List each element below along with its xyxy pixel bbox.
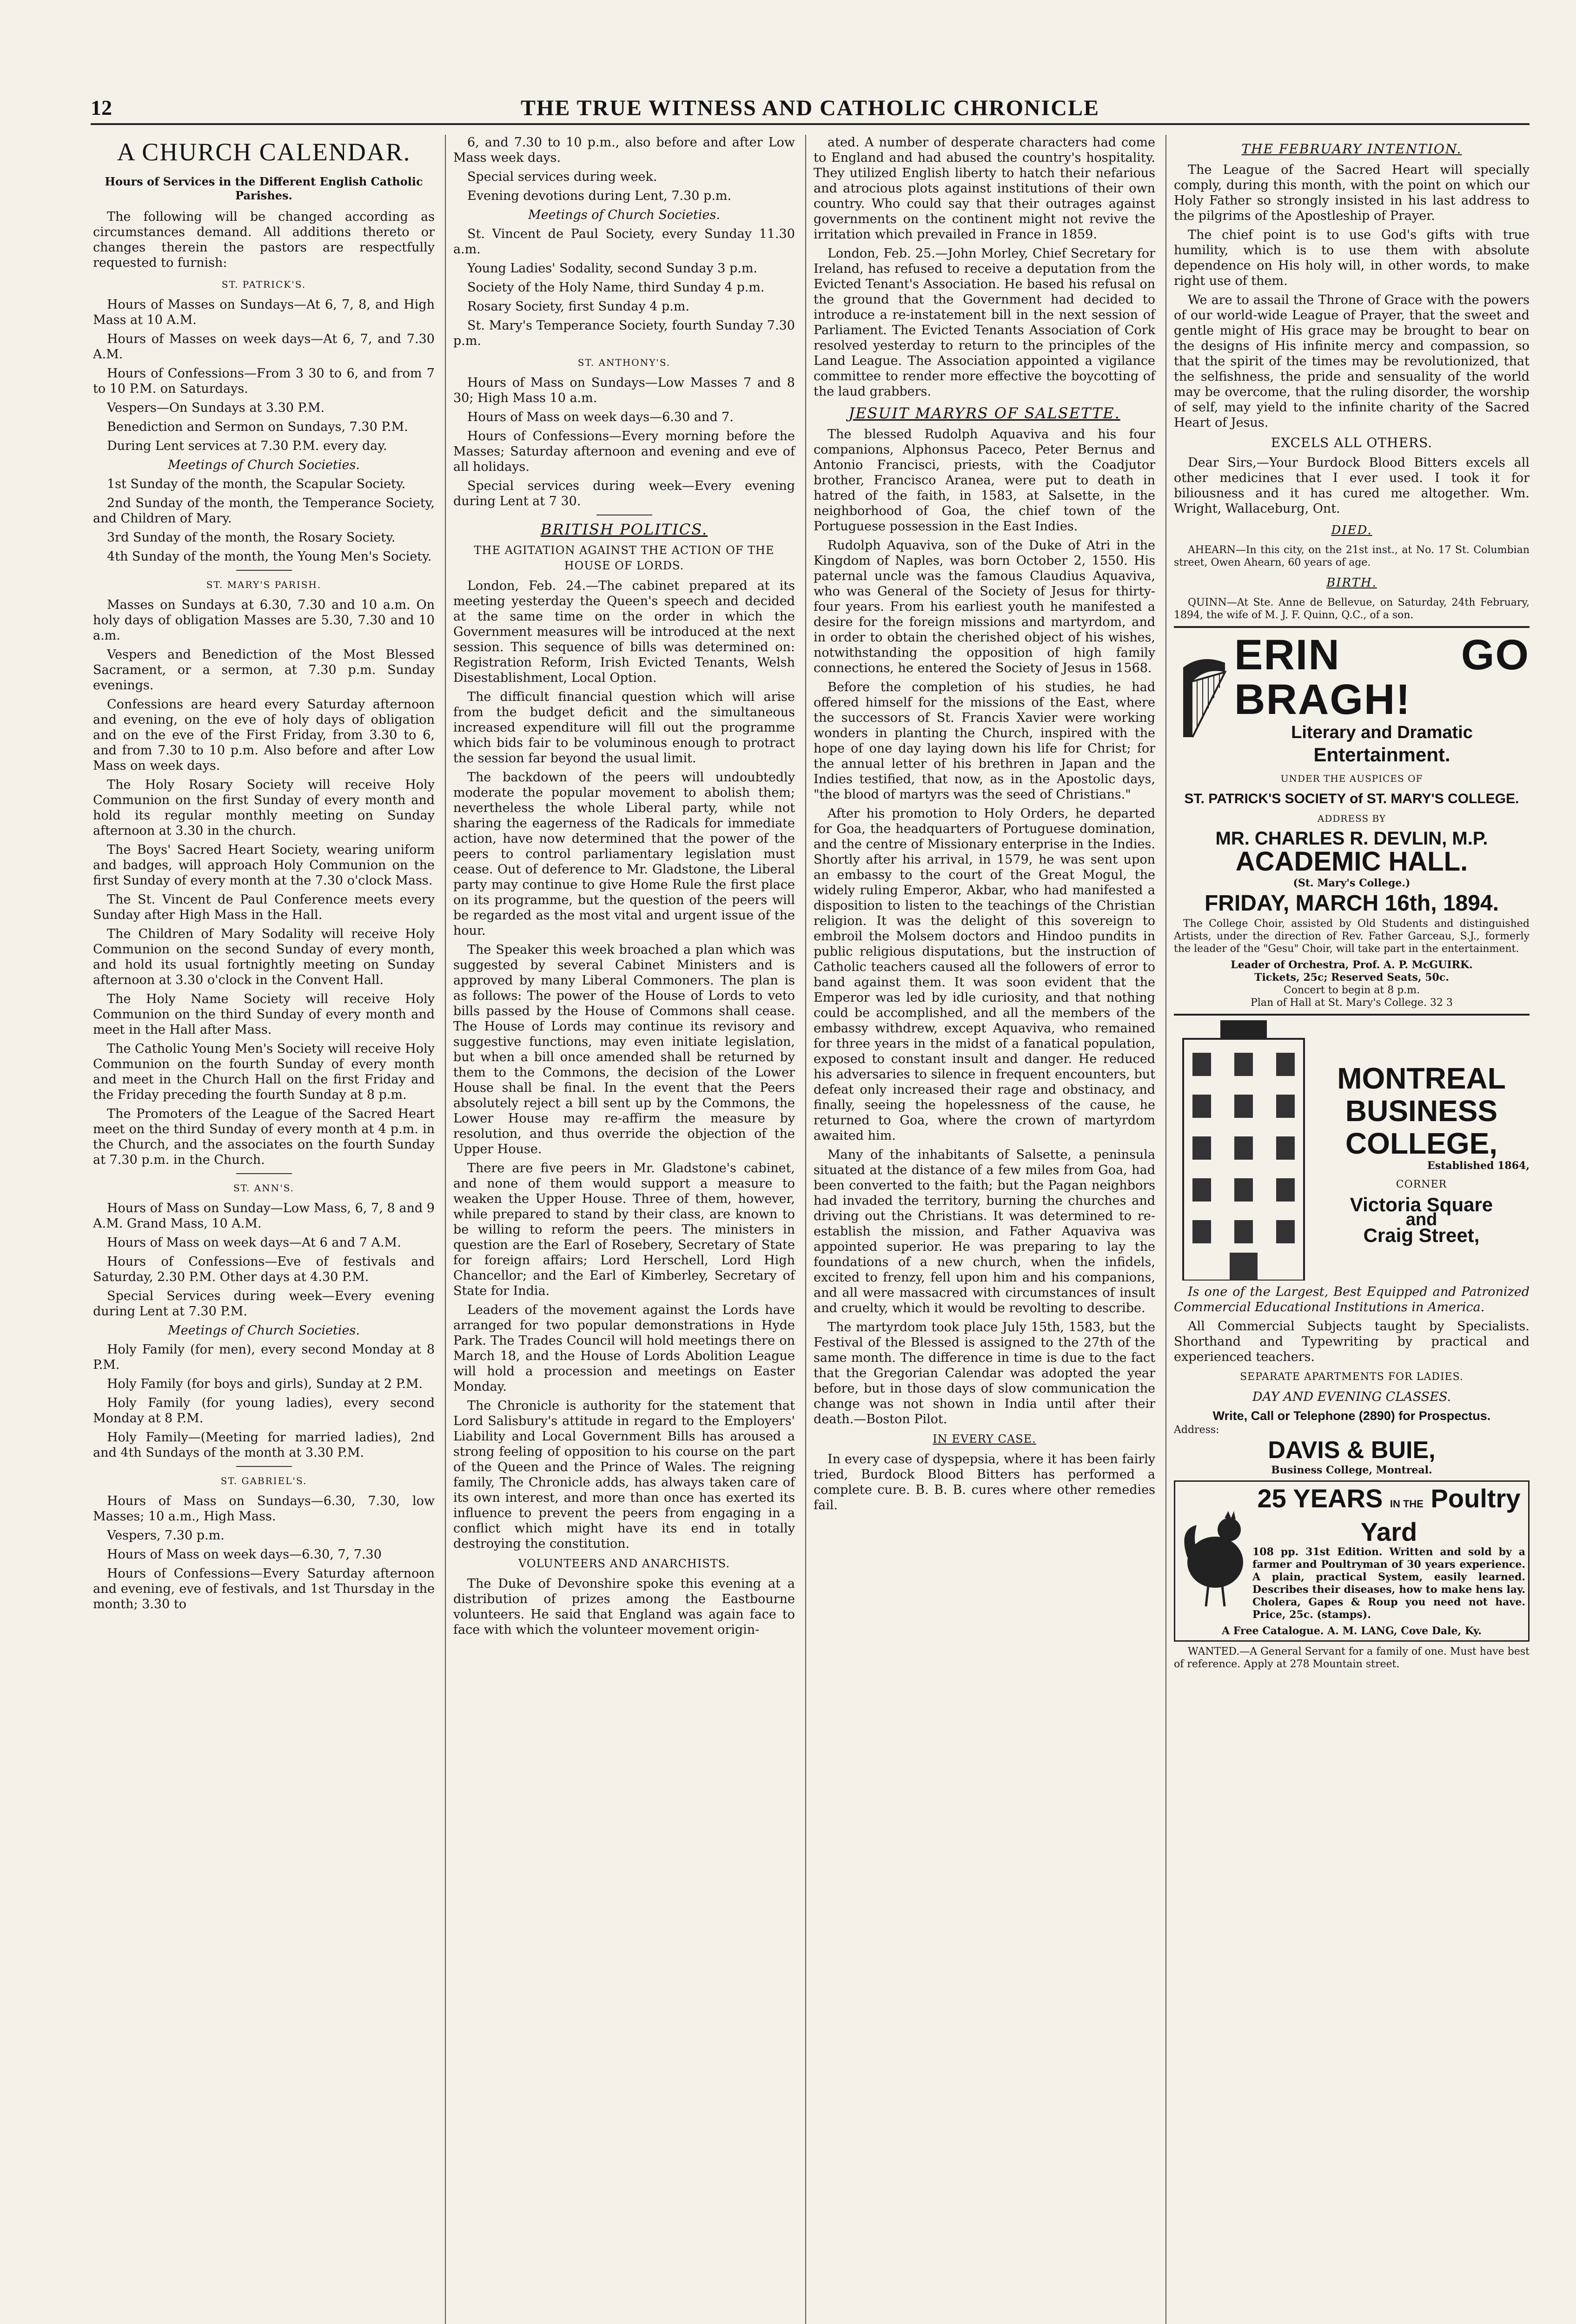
paragraph: The League of the Sacred Heart will specially comply, during this month, with the point on which our Holy Father so strongly insisted in his last address to the pilgrims of the Apostleship of Prayer. xyxy=(1174,163,1530,223)
paragraph: In every case of dyspepsia, where it has been fairly tried, Burdock Blood Bitters has performed a complete cure. B. B. B. cures where other remedies fail. xyxy=(814,1452,1155,1512)
jesuit-martyrs-heading: JESUIT MARYRS OF SALSETTE. xyxy=(848,404,1120,422)
paragraph: Before the completion of his studies, he had offered himself for the missions of the East, where the successors of St. Francis Xavier were working wonders in planting the Church, inspired with the hope of one day laying down his life for Christ; for the annual letter of his brethren in Japan and the Indies testified, that now, as in the Apostolic days, "the blood of martyrs was the seed of Christians." xyxy=(814,680,1155,802)
february-intention-heading: THE FEBRUARY INTENTION. xyxy=(1241,141,1462,157)
birth-heading: BIRTH. xyxy=(1326,576,1377,590)
paragraph: The Holy Name Society will receive Holy Communion on the third Sunday of every month and meet in the Hall after Mass. xyxy=(93,992,435,1037)
corner-line: CORNER xyxy=(1396,1178,1447,1190)
paragraph: London, Feb. 24.—The cabinet prepared at its meeting yesterday the Queen's speech and decided at the same time on the order in which the Government measures will be introduced at the next session. This sequence of bills was determined on: Registration Reform, Irish Evicted Tenants, Welsh Disestablishment, Local Option. xyxy=(453,579,795,685)
address-by-line: ADDRESS BY xyxy=(1317,813,1386,824)
column-rule xyxy=(1165,135,1166,2324)
paragraph: St. Mary's Temperance Society, fourth Sunday 7.30 p.m. xyxy=(453,318,795,348)
meetings-heading: Meetings of Church Societies. xyxy=(168,1323,360,1338)
street-2: Craig Street, xyxy=(1363,1224,1480,1246)
paragraph: Hours of Mass on week days—6.30, 7, 7.30 xyxy=(107,1547,382,1562)
paragraph: After his promotion to Holy Orders, he departed for Goa, the headquarters of Portuguese domination, and the centre of Missionary enterprise in the Indies. Shortly after his arrival, in 1579, he was sent upon an embassy to the court of the Great Mogul, the widely ruling Emperor, Akbar, who had manifested a disposition to listen to the teachings of the Christian religion. It was the delight of this sovereign to embroil the Molsem doctors and Hindoo pundits in public religious disputations, but the instruction of Catholic teachers caused all the followers of error to band against them. It was soon evident that the Emperor was led by idle curiosity, and that nothing could be accomplished, and all the members of the embassy withdrew, except Aquaviva, who remained for three years in the midst of a fanatical population, exposed to constant insult and danger. He reduced his adversaries to silence in frequent encounters, but defeat only increased their rage and obstinacy, and finally, seeing the hopelessness of the cause, he returned to Goa, where the crown of martyrdom awaited him. xyxy=(814,806,1155,1143)
poultry-title: Poultry Yard xyxy=(1360,1484,1521,1546)
academic-hall: ACADEMIC HALL. xyxy=(1235,846,1468,877)
firm-subtitle: Business College, Montreal. xyxy=(1271,1464,1432,1476)
st-anthony-heading: ST. ANTHONY'S. xyxy=(577,357,671,368)
paragraph: The St. Vincent de Paul Conference meets every Sunday after High Mass in the Hall. xyxy=(93,892,435,922)
paragraph: Rudolph Aquaviva, son of the Duke of Atri in the Kingdom of Naples, was born October 2, 1550. His paternal uncle was the famous Claudius Aquaviva, who was General of the Society of Jesus for thirty-four years. From his earliest youth he manifested a desire for the foreign missions and martyrdom, and in order to obtain the cherished object of his wishes, notwithstanding the opposition of high family connections, he entered the Society of Jesus in 1568. xyxy=(814,538,1155,675)
divider xyxy=(236,1173,292,1174)
st-mary-heading: ST. MARY'S PARISH. xyxy=(206,579,322,590)
newspaper-title: THE TRUE WITNESS AND CATHOLIC CHRONICLE xyxy=(521,96,1099,120)
and-line: and xyxy=(1405,1209,1437,1229)
paragraph: Hours of Confessions—Every morning before the Masses; Saturday afternoon and evening and eve of all holidays. xyxy=(453,429,795,474)
paragraph: The Catholic Young Men's Society will receive Holy Communion on the fourth Sunday of every month and meet in the Church Hall on the first Friday and the Friday preceding the fourth Sunday at 8 p.m. xyxy=(93,1042,435,1102)
paragraph: 1st Sunday of the month, the Scapular Society. xyxy=(107,477,406,491)
paragraph: 4th Sunday of the month, the Young Men's Society. xyxy=(107,549,432,564)
rooster-icon xyxy=(1178,1497,1252,1612)
st-gabriel-heading: ST. GABRIEL'S. xyxy=(220,1475,307,1486)
paragraph: Rosary Society, first Sunday 4 p.m. xyxy=(467,299,689,314)
column-2 xyxy=(453,135,795,1641)
died-heading: DIED. xyxy=(1331,523,1372,537)
column-1 xyxy=(93,135,435,1616)
paragraph: Hours of Confessions—From 3 30 to 6, and from 7 to 10 P.M. on Saturdays. xyxy=(93,366,435,396)
church-calendar-subheading: Hours of Services in the Different English Catholic Parishes. xyxy=(105,175,423,202)
day-evening-classes: DAY AND EVENING CLASSES. xyxy=(1252,1390,1451,1404)
ad-code: 32 3 xyxy=(1430,997,1453,1009)
college-title-3: COLLEGE, xyxy=(1345,1126,1498,1160)
paragraph: London, Feb. 25.—John Morley, Chief Secretary for Ireland, has refused to receive a deputation from the Evicted Tenant's Association. He based his refusal on the ground that the Government had decided to introduce a re-instatement bill in the next session of Parliament. The Evicted Tenants Association of Cork resolved yesterday to return to the principles of the Land League. The Association appointed a vigilance committee to render more effective the boycotting of the laud grabbers. xyxy=(814,246,1155,399)
paragraph: The Promoters of the League of the Sacred Heart meet on the third Sunday of every month at 4 p.m. in the Church, and the associates on the fourth Sunday at 7.30 p.m. in the Church. xyxy=(93,1107,435,1167)
paragraph: The blessed Rudolph Aquaviva and his four companions, Alphonsus Paceco, Peter Bernus and Antonio Francisci, priests, with the Coadjutor brother, Francisco Aranea, were put to death in hatred of the faith, in 1583, at Salsette, in the neighborhood of Goa, the chief town of the Portuguese possession in the East Indies. xyxy=(814,427,1155,534)
paragraph: Special services during week. xyxy=(467,170,657,184)
paragraph: Society of the Holy Name, third Sunday 4 p.m. xyxy=(467,280,765,295)
speaker-name: MR. CHARLES R. DEVLIN, M.P. xyxy=(1215,828,1488,849)
meetings-heading: Meetings of Church Societies. xyxy=(168,458,360,472)
british-politics-heading: BRITISH POLITICS. xyxy=(540,521,708,538)
meetings-heading: Meetings of Church Societies. xyxy=(528,208,720,222)
plan-line xyxy=(1174,997,1530,1009)
paragraph: The chief point is to use God's gifts with true humility, which is to use them with absolute dependence on His holy will, in other words, to make right use of them. xyxy=(1174,228,1530,288)
established-line: Established 1864, xyxy=(1427,1159,1530,1172)
column-rule xyxy=(445,135,446,2324)
paragraph: Hours of Masses on week days—At 6, 7, and 7.30 A.M. xyxy=(93,332,435,362)
entertainment-line: Entertainment. xyxy=(1313,744,1450,766)
church-calendar-heading: A CHURCH CALENDAR. xyxy=(117,138,411,166)
paragraph: ated. A number of desperate characters had come to England and had abused the country's hospitality. They utilized English liberty to hatch their nefarious and atrocious plots against institutions of their own country. Who could say that their outrages against governments on the continent might not revive the irritation which prevailed in France in 1859. xyxy=(814,135,1155,242)
paragraph: Dear Sirs,—Your Burdock Blood Bitters excels all other medicines that I ever used. I took it for biliousness and it has cured me altogether. Wm. Wright, Wallaceburg, Ont. xyxy=(1174,456,1530,516)
intro-paragraph: The following will be changed according as circumstances demand. All additions thereto or changes therein the pastors are respectfully requested to furnish: xyxy=(93,210,435,270)
column-3 xyxy=(814,135,1155,1517)
poultry-in-the: IN THE xyxy=(1390,1498,1424,1510)
concert-line: Concert to begin at 8 p.m. xyxy=(1283,984,1420,996)
paragraph: 3rd Sunday of the month, the Rosary Society. xyxy=(107,530,396,545)
montreal-business-college-ad xyxy=(1174,1020,1530,1477)
paragraph: St. Vincent de Paul Society, every Sunday 11.30 a.m. xyxy=(453,227,795,257)
column-4 xyxy=(1174,135,1530,1674)
paragraph: We are to assail the Throne of Grace with the powers of our world-wide League of Prayer, that the sweet and gentle might of His grace may be brought to bear on the designs of His infinite mercy and compassion, so that the spirit of the times may be revolutionized, that the selfishness, the pride and sensuality of the world may be overcome, that the ruling disorder, the worship of self, may yield to the infinite charity of the Sacred Heart of Jesus. xyxy=(1174,293,1530,430)
society-line: ST. PATRICK'S SOCIETY of ST. MARY'S COLLEGE. xyxy=(1184,791,1519,806)
firm-name: DAVIS & BUIE, xyxy=(1268,1437,1436,1464)
paragraph: Vespers, 7.30 p.m. xyxy=(107,1528,225,1543)
divider xyxy=(236,1466,292,1467)
poultry-years: 25 YEARS xyxy=(1257,1484,1383,1513)
paragraph: Evening devotions during Lent, 7.30 p.m. xyxy=(467,189,732,203)
paragraph: Hours of Mass on Sunday—Low Mass, 6, 7, 8 and 9 A.M. Grand Mass, 10 A.M. xyxy=(93,1201,435,1231)
paragraph: The Duke of Devonshire spoke this evening at a distribution of prizes among the Eastbourne volunteers. He said that England was again face to face with which the volunteer movement origin- xyxy=(453,1577,795,1637)
paragraph: Hours of Confessions—Every Saturday afternoon and evening, eve of festivals, and 1st Thursday in the month; 3.30 to xyxy=(93,1566,435,1611)
paragraph: Holy Family—(Meeting for married ladies), 2nd and 4th Sundays of the month at 3.30 P.M. xyxy=(93,1430,435,1460)
event-details: The College Choir, assisted by Old Students and distinguished Artists, under the direction of Rev. Father Garceau, S.J., formerly the leader of the "Gesu" Choir, will take part in the entertainment. xyxy=(1174,918,1530,955)
paragraph: The difficult financial question which will arise from the budget deficit and the simultaneous increased expenditure will fill out the programme which bids fair to be voluminous enough to protract the session far beyond the usual limit. xyxy=(453,690,795,766)
paragraph: Leaders of the movement against the Lords have arranged for two popular demonstrations in Hyde Park. The Trades Council will hold meetings there on March 18, and the House of Lords Abolition League will hold a procession and meetings on Easter Monday. xyxy=(453,1303,795,1394)
british-politics-subheading: THE AGITATION AGAINST THE ACTION OF THE HOUSE OF LORDS. xyxy=(474,544,775,572)
st-patrick-heading: ST. PATRICK'S. xyxy=(221,279,306,290)
poultry-yard-ad xyxy=(1174,1480,1530,1642)
paragraph: Hours of Mass on Sundays—Low Masses 7 and 8 30; High Mass 10 a.m. xyxy=(453,376,795,405)
separate-apartments: SEPARATE APARTMENTS FOR LADIES. xyxy=(1240,1371,1463,1383)
literary-line: Literary and Dramatic xyxy=(1291,723,1473,742)
paragraph: Hours of Confessions—Eve of festivals and Saturday, 2.30 P.M. Other days at 4.30 P.M. xyxy=(93,1254,435,1284)
divider xyxy=(236,570,292,571)
paragraph: Special Services during week—Every evening during Lent at 7.30 P.M. xyxy=(93,1289,435,1319)
write-line: Write, Call or Telephone (2890) for Prospectus. xyxy=(1212,1409,1491,1423)
paragraph: There are five peers in Mr. Gladstone's cabinet, and none of them would support a measure to weaken the Upper House. Three of them, however, while prepared to stand by their class, are known to be willing to reform the peers. The ministers in question are the Earl of Rosebery, Secretary of State for foreign affairs; Lord Herschell, Lord High Chancellor; and the Earl of Kimberley, Secretary of State for India. xyxy=(453,1161,795,1298)
masthead xyxy=(91,95,1530,125)
paragraph: Confessions are heard every Saturday afternoon and evening, on the eve of holy days of obligation and on the eve of the First Friday, from 3.30 to 6, and from 7.30 to 10 p.m. Also before and after Low Mass on week days. xyxy=(93,697,435,773)
harp-icon xyxy=(1174,654,1234,746)
paragraph: Holy Family (for men), every second Monday at 8 P.M. xyxy=(93,1342,435,1372)
page-number: 12 xyxy=(91,96,112,119)
paragraph: Young Ladies' Sodality, second Sunday 3 p.m. xyxy=(467,261,758,276)
paragraph: Vespers and Benediction of the Most Blessed Sacrament, or a sermon, at 7.30 p.m. Sunday evenings. xyxy=(93,647,435,693)
paragraph: Holy Family (for boys and girls), Sunday at 2 P.M. xyxy=(107,1377,423,1391)
paragraph: The backdown of the peers will undoubtedly moderate the popular movement to abolish them; nevertheless the whole Liberal party, while not sharing the eagerness of the Radicals for immediate action, have now determined that the power of the peers to control parliamentary legislation must cease. Out of deference to Mr. Gladstone, the Liberal party may continue to give Home Rule the first place on its programme, but the question of the peers will be regarded as the most vital and urgent issue of the hour. xyxy=(453,770,795,938)
paragraph: The Holy Rosary Society will receive Holy Communion on the first Sunday of every month and hold its regular monthly meeting on Sunday afternoon at 3.30 in the church. xyxy=(93,778,435,838)
paragraph: Hours of Mass on Sundays—6.30, 7.30, low Masses; 10 a.m., High Mass. xyxy=(93,1494,435,1524)
address-label: Address: xyxy=(1174,1424,1219,1436)
tickets-line: Tickets, 25c; Reserved Seats, 50c. xyxy=(1254,971,1449,984)
erin-go-bragh-title: ERIN GO BRAGH! xyxy=(1234,631,1530,723)
paragraph: 2nd Sunday of the month, the Temperance Society, and Children of Mary. xyxy=(93,496,435,526)
excels-heading: EXCELS ALL OTHERS. xyxy=(1271,435,1433,450)
paragraph: Special services during week—Every evening during Lent at 7 30. xyxy=(453,479,795,508)
poultry-description: 108 pp. 31st Edition. Written and sold by a farmer and Poultryman of 30 years experience. A plain, practical System, easily learned. Describes their diseases, how to make hens lay. Cholera, Gapes & Roup you need not have. Price, 25c. (stamps). xyxy=(1252,1546,1525,1621)
paragraph: Hours of Mass on week days—6.30 and 7. xyxy=(467,410,734,424)
event-date: FRIDAY, MARCH 16th, 1894. xyxy=(1204,891,1499,916)
auspices-line: UNDER THE AUSPICES OF xyxy=(1280,773,1423,784)
paragraph: Many of the inhabitants of Salsette, a peninsula situated at the distance of a few miles from Goa, had been converted to the faith; but the Pagan neighbors had invaded the territory, burning the churches and driving out the Christians. It was determined to re-establish the mission, and Father Aquaviva was appointed superior. He was preparing to lay the foundations of a new church, when the infidels, excited to frenzy, fell upon him and his companions, and all were massacred with circumstances of insult and cruelty, which it would be revolting to describe. xyxy=(814,1148,1155,1315)
paragraph: During Lent services at 7.30 P.M. every day. xyxy=(107,439,387,453)
college-building-icon xyxy=(1174,1020,1313,1284)
college-title-1: MONTREAL xyxy=(1337,1061,1506,1095)
birth-notice: QUINN—At Ste. Anne de Bellevue, on Saturday, 24th February, 1894, the wife of M. J. F. Quinn, Q.C., of a son. xyxy=(1174,597,1530,621)
college-tagline: Is one of the Largest, Best Equipped and Patronized Commercial Educational Institutions in America. xyxy=(1174,1285,1530,1314)
paragraph: The Speaker this week broached a plan which was suggested by several Cabinet Ministers and is approved by many Liberal Commoners. The plan is as follows: The power of the House of Lords to veto bills passed by the House of Commons shall cease. The House of Lords may continue its revisory and suggestive functions, may even initiate legislation, but when a bill once amended shall be returned by them to the Commons, the decision of the Lower House shall be final. In the event that the Peers absolutely reject a bill sent up by the Commons, the Lower House may re-affirm the measure by resolution, and thus override the objection of the Upper House. xyxy=(453,943,795,1156)
volunteers-subheading: VOLUNTEERS AND ANARCHISTS. xyxy=(518,1557,730,1570)
college-subjects: All Commercial Subjects taught by Specialists. Shorthand and Typewriting by practical and experienced teachers. xyxy=(1174,1319,1530,1364)
paragraph: 6, and 7.30 to 10 p.m., also before and after Low Mass week days. xyxy=(453,135,795,165)
orchestra-line: Leader of Orchestra, Prof. A. P. McGUIRK. xyxy=(1231,959,1473,971)
paragraph: The Chronicle is authority for the statement that Lord Salisbury's attitude in regard to the Employers' Liability and Local Government Bills has aroused a strong feeling of opposition to his course on the part of the Queen and the Prince of Wales. The reigning family, The Chronicle adds, has always taken care of its own interest, and more than once has exerted its influence to prevent the peers from engaging in a conflict which might have its end in totally destroying the constitution. xyxy=(453,1399,795,1551)
death-notice: AHEARN—In this city, on the 21st inst., at No. 17 St. Columbian street, Owen Ahearn, 60 years of age. xyxy=(1174,544,1530,568)
poultry-footer: A Free Catalogue. A. M. LANG, Cove Dale, Ky. xyxy=(1222,1625,1482,1637)
every-case-heading: IN EVERY CASE. xyxy=(933,1433,1036,1446)
paragraph: The Boys' Sacred Heart Society, wearing uniform and badges, will approach Holy Communion on the first Sunday of every month at the 7.30 o'clock Mass. xyxy=(93,843,435,888)
college-line: (St. Mary's College.) xyxy=(1293,877,1410,889)
st-ann-heading: ST. ANN'S. xyxy=(233,1182,295,1194)
paragraph: Masses on Sundays at 6.30, 7.30 and 10 a.m. On holy days of obligation Masses are 5.30, 7.30 and 10 a.m. xyxy=(93,598,435,643)
paragraph: The martyrdom took place July 15th, 1583, but the Festival of the Blessed is assigned to the 27th of the same month. The difference in time is due to the fact that the Gregorian Calendar was adopted the year before, but in those days of slow communication the change was not shown in India until after their death.—Boston Pilot. xyxy=(814,1320,1155,1426)
column-rule xyxy=(805,135,806,2324)
erin-go-bragh-ad xyxy=(1174,626,1530,1016)
college-title-2: BUSINESS xyxy=(1345,1094,1498,1128)
paragraph: Benediction and Sermon on Sundays, 7.30 P.M. xyxy=(107,420,408,434)
street-1: Victoria Square xyxy=(1350,1193,1493,1215)
paragraph: Hours of Masses on Sundays—At 6, 7, 8, and High Mass at 10 A.M. xyxy=(93,297,435,327)
plan-text: Plan of Hall at St. Mary's College. xyxy=(1251,997,1427,1009)
paragraph: The Children of Mary Sodality will receive Holy Communion on the second Sunday of every month, and hold its usual fortnightly meeting on Sunday afternoon at 3.30 o'clock in the Convent Hall. xyxy=(93,927,435,987)
wanted-notice: WANTED.—A General Servant for a family of one. Must have best of reference. Apply at 278 Mountain street. xyxy=(1174,1646,1530,1670)
paragraph: Hours of Mass on week days—At 6 and 7 A.M. xyxy=(107,1235,401,1250)
paragraph: Holy Family (for young ladies), every second Monday at 8 P.M. xyxy=(93,1396,435,1426)
paragraph: Vespers—On Sundays at 3.30 P.M. xyxy=(107,401,325,415)
